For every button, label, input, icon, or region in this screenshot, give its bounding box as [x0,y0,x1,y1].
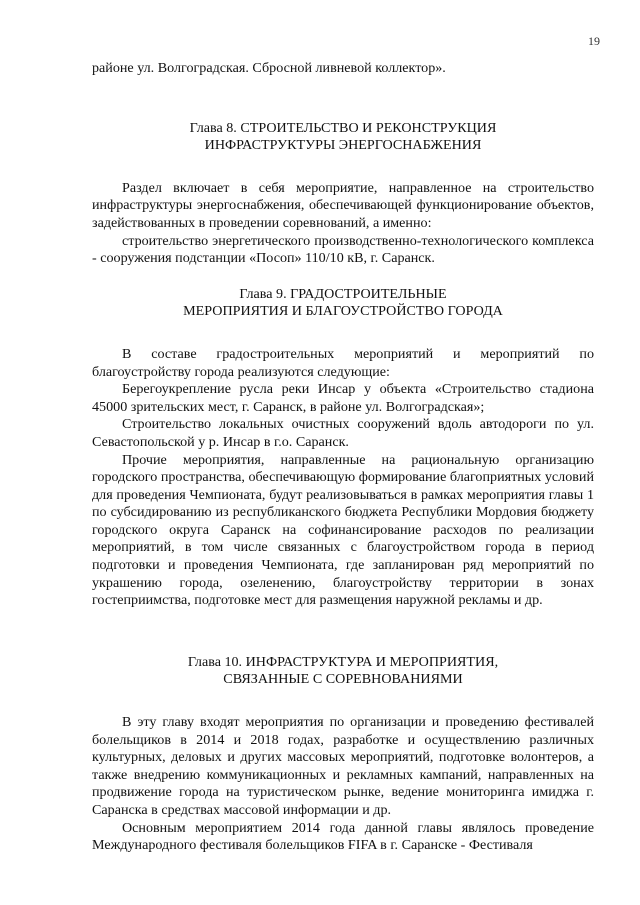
chapter-9-title-line-2: МЕРОПРИЯТИЯ И БЛАГОУСТРОЙСТВО ГОРОДА [183,303,503,320]
chapter-10-heading [92,654,594,689]
chapter-9-paragraph-3: Строительство локальных очистных сооружений вдоль автодороги по ул. Севастопольской у р. Инсар в г.о. Саранск. [92,416,594,450]
chapter-9-paragraph-1: В составе градостроительных мероприятий и мероприятий по благоустройству города реализуются следующие: [92,345,594,380]
chapter-8-title-line-2: ИНФРАСТРУКТУРЫ ЭНЕРГОСНАБЖЕНИЯ [204,137,482,154]
chapter-10-title-line-1: Глава 10. ИНФРАСТРУКТУРА И МЕРОПРИЯТИЯ, [187,653,499,670]
chapter-8-paragraph-2: строительство энергетического производственно-технологического комплекса - сооружения подстанции «Посоп» 110/10 кВ, г. Саранск. [92,232,594,267]
chapter-8-paragraph-1: Раздел включает в себя мероприятие, направленное на строительство инфраструктуры энергоснабжения, обеспечивающей функционирование объектов, задействованных в проведении соревнований, а именно: [92,179,594,231]
chapter-10-paragraph-2: Основным мероприятием 2014 года данной главы являлось проведение Международного фестиваля болельщиков FIFA в г. Саранске - Фестиваля [92,819,594,854]
document-body [92,60,594,855]
chapter-10-paragraph-1: В эту главу входят мероприятия по организации и проведению фестивалей болельщиков в 2014 и 2018 годах, разработке и осуществлению различных культурных, деловых и других массовых мероприятий, подготовке волонтеров, а также внедрению коммуникационных и рекламных кампаний, направленных на продвижение города на туристическом рынке, ведение мониторинга имиджа г. Саранска в средствах массовой информации и др. [92,714,594,818]
chapter-10-title-line-2: СВЯЗАННЫЕ С СОРЕВНОВАНИЯМИ [223,671,463,688]
intro-line: районе ул. Волгоградская. Сбросной ливневой коллектор». [92,60,446,76]
chapter-8-title-line-1: Глава 8. СТРОИТЕЛЬСТВО И РЕКОНСТРУКЦИЯ [189,119,497,136]
page-number: 19 [588,34,600,48]
chapter-9-title-line-1: Глава 9. ГРАДОСТРОИТЕЛЬНЫЕ [239,285,447,302]
chapter-9-paragraph-2: Берегоукрепление русла реки Инсар у объекта «Строительство стадиона 45000 зрительских мест, г. Саранск, в районе ул. Волгоградская»; [92,381,594,415]
chapter-9-heading [92,286,594,321]
chapter-9-paragraph-4: Прочие мероприятия, направленные на рациональную организацию городского пространства, обеспечивающую формирование благоприятных условий для проведения Чемпионата, будут реализовываться в рамках мероприятия главы 1 по субсидированию из республиканского бюджета Республики Мордовия бюджету городского округа Саранск на софинансирование расходов по реализации мероприятий, в том числе связанных с благоустройством города в период подготовки и проведения Чемпионата, где запланирован ряд мероприятий по украшению города, озеленению, благоустройству территории в зонах гостеприимства, подготовке мест для размещения наружной рекламы и др. [92,451,594,609]
chapter-8-heading [92,120,594,155]
